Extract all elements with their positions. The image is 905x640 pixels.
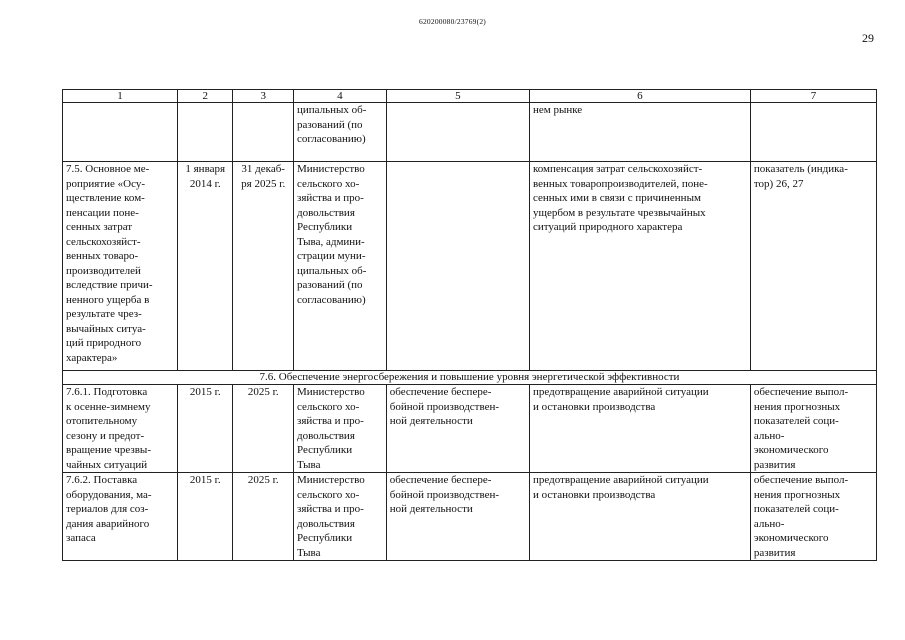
cell-end-date: 31 декаб- ря 2025 г. bbox=[233, 162, 294, 371]
cell-indicator bbox=[750, 103, 876, 162]
section-row bbox=[63, 371, 877, 385]
cell-executor: Министерство сельского хо- зяйства и про- довольствия Республики Тыва bbox=[293, 473, 386, 561]
column-header: 7 bbox=[750, 90, 876, 103]
table-row bbox=[63, 473, 877, 561]
page-number: 29 bbox=[862, 31, 874, 45]
cell-start-date: 2015 г. bbox=[177, 473, 232, 561]
cell-end-date bbox=[233, 103, 294, 162]
cell-consequences: предотвращение аварийной ситуации и остановки производства bbox=[529, 385, 750, 473]
cell-expected-result bbox=[386, 103, 529, 162]
column-header: 5 bbox=[386, 90, 529, 103]
cell-start-date: 1 января 2014 г. bbox=[177, 162, 232, 371]
cell-executor: Министерство сельского хо- зяйства и про- довольствия Республики Тыва, админи- страции муни- ципальных об- разований (по согласованию) bbox=[293, 162, 386, 371]
cell-end-date: 2025 г. bbox=[233, 473, 294, 561]
cell-expected-result: обеспечение беспере- бойной производствен- ной деятельности bbox=[386, 473, 529, 561]
cell-indicator: показатель (индика- тор) 26, 27 bbox=[750, 162, 876, 371]
cell-consequences: предотвращение аварийной ситуации и остановки производства bbox=[529, 473, 750, 561]
cell-consequences: нем рынке bbox=[529, 103, 750, 162]
program-table bbox=[62, 89, 877, 561]
column-header: 4 bbox=[293, 90, 386, 103]
document-id: 620200080/23769(2) bbox=[419, 17, 486, 26]
cell-expected-result bbox=[386, 162, 529, 371]
cell-expected-result: обеспечение беспере- бойной производствен- ной деятельности bbox=[386, 385, 529, 473]
cell-consequences: компенсация затрат сельскохозяйст- венных товаропроизводителей, поне- сенных ими в связи с причиненным ущербом в результате чрезвычайных ситуаций природного характера bbox=[529, 162, 750, 371]
cell-indicator: обеспечение выпол- нения прогнозных показателей соци- ально- экономического развития bbox=[750, 385, 876, 473]
cell-measure: 7.6.1. Подготовка к осенне-зимнему отопительному сезону и предот- вращение чрезвы- чайных ситуаций bbox=[63, 385, 178, 473]
cell-executor: ципальных об- разований (по согласованию) bbox=[293, 103, 386, 162]
section-title: 7.6. Обеспечение энергосбережения и повышение уровня энергетической эффективности bbox=[63, 371, 877, 385]
column-header: 6 bbox=[529, 90, 750, 103]
table-header-row bbox=[63, 90, 877, 103]
column-header: 2 bbox=[177, 90, 232, 103]
cell-measure: 7.6.2. Поставка оборудования, ма- териалов для соз- дания аварийного запаса bbox=[63, 473, 178, 561]
cell-start-date: 2015 г. bbox=[177, 385, 232, 473]
cell-end-date: 2025 г. bbox=[233, 385, 294, 473]
cell-indicator: обеспечение выпол- нения прогнозных показателей соци- ально- экономического развития bbox=[750, 473, 876, 561]
table-row bbox=[63, 162, 877, 371]
column-header: 1 bbox=[63, 90, 178, 103]
table-row bbox=[63, 103, 877, 162]
cell-executor: Министерство сельского хо- зяйства и про- довольствия Республики Тыва bbox=[293, 385, 386, 473]
cell-measure: 7.5. Основное ме- роприятие «Осу- ществление ком- пенсации поне- сенных затрат сельскохозяйст- венных товаро- производителей вследствие причи- ненного ущерба в результате чрез- вычайных ситуа- ций природного характера» bbox=[63, 162, 178, 371]
table-row bbox=[63, 385, 877, 473]
cell-measure bbox=[63, 103, 178, 162]
cell-start-date bbox=[177, 103, 232, 162]
column-header: 3 bbox=[233, 90, 294, 103]
